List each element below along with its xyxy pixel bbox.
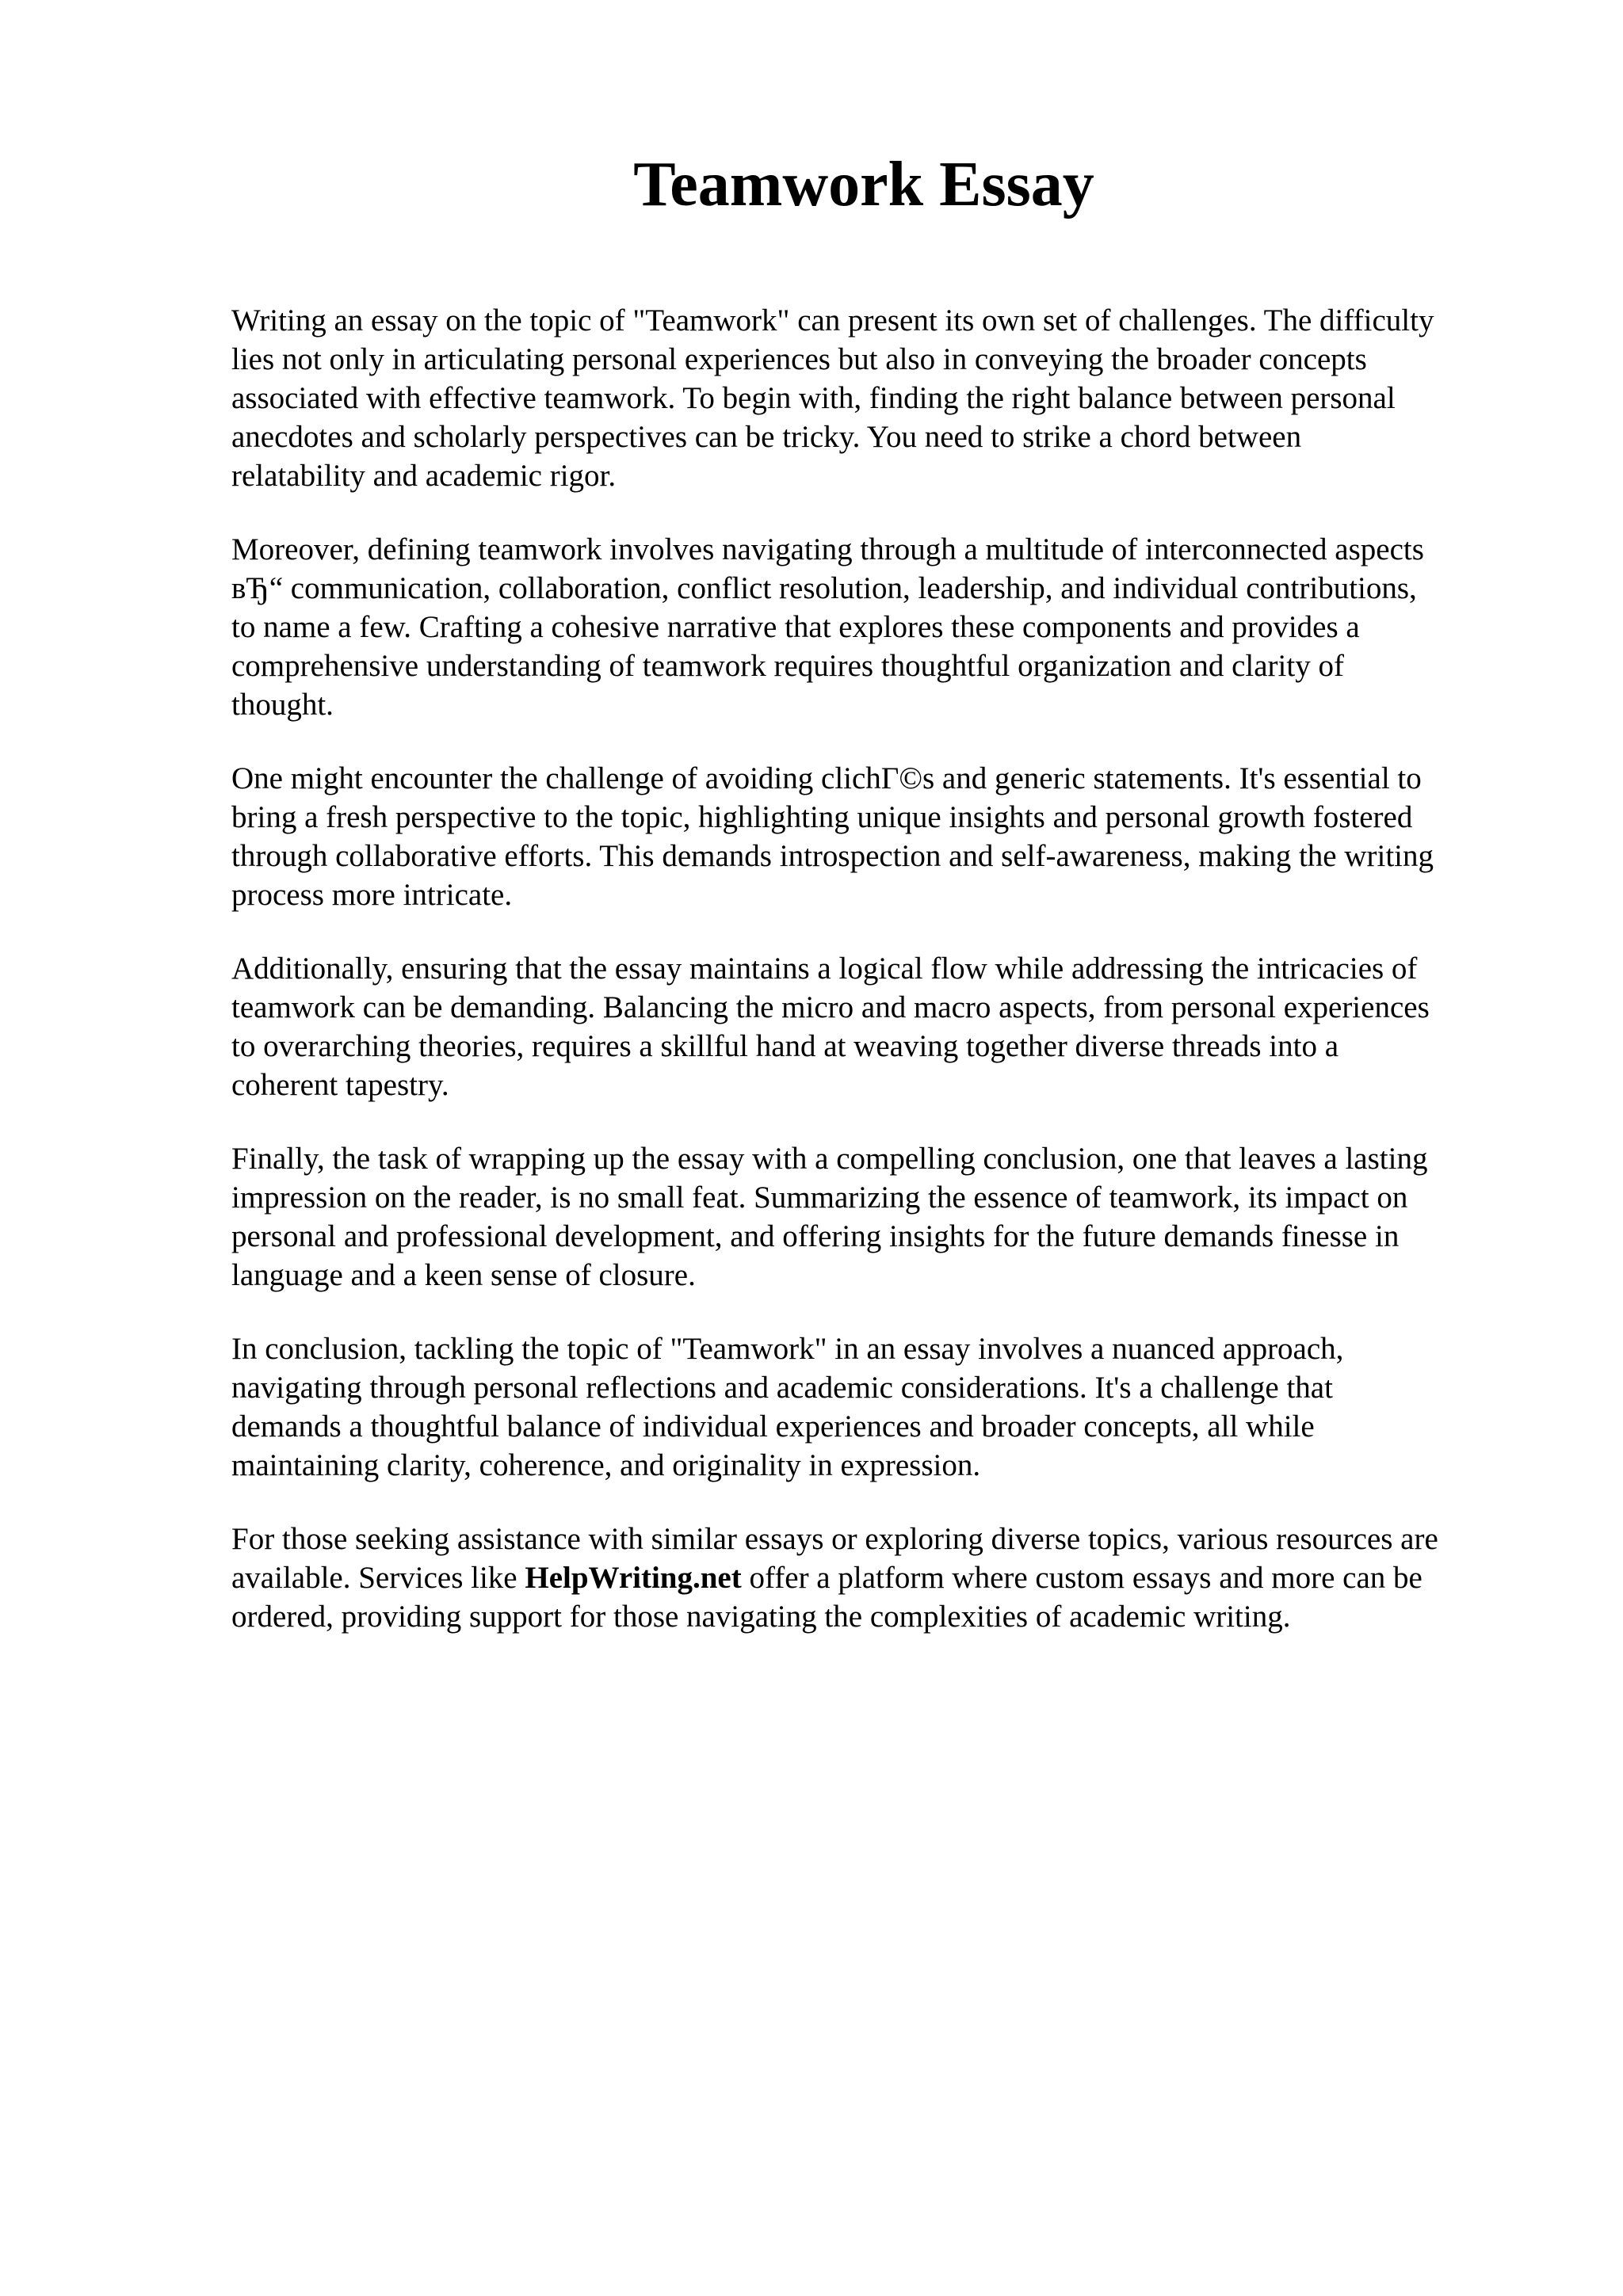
text-line: bring a fresh perspective to the topic, highlighting unique insights and personal growth fostered	[231, 800, 1413, 834]
paragraph-logical-flow	[231, 949, 1531, 1104]
text-line: Writing an essay on the topic of "Teamwork" can present its own set of challenges. The difficulty	[231, 303, 1434, 338]
brand-name: HelpWriting.net	[525, 1561, 742, 1595]
text-line: teamwork can be demanding. Balancing the micro and macro aspects, from personal experiences	[231, 990, 1430, 1024]
text-line: personal and professional development, and offering insights for the future demands finesse in	[231, 1219, 1400, 1253]
document-body	[231, 301, 1531, 1671]
text-line: comprehensive understanding of teamwork requires thoughtful organization and clarity of	[231, 649, 1344, 683]
text-fragment: available. Services like	[231, 1561, 525, 1595]
text-line: anecdotes and scholarly perspectives can be tricky. You need to strike a chord between	[231, 420, 1302, 454]
text-line: impression on the reader, is no small feat. Summarizing the essence of teamwork, its impact on	[231, 1180, 1408, 1215]
text-line: Additionally, ensuring that the essay maintains a logical flow while addressing the intricacies of	[231, 952, 1418, 986]
text-line: associated with effective teamwork. To begin with, finding the right balance between personal	[231, 381, 1396, 415]
paragraph-closing	[231, 1520, 1531, 1636]
text-line: coherent tapestry.	[231, 1068, 449, 1102]
text-line: navigating through personal reflections and academic considerations. It's a challenge that	[231, 1371, 1333, 1405]
paragraph-cliches	[231, 759, 1531, 914]
paragraph-in-conclusion	[231, 1329, 1531, 1485]
text-line: lies not only in articulating personal experiences but also in conveying the broader concepts	[231, 342, 1367, 376]
text-line: For those seeking assistance with similar essays or exploring diverse topics, various resources are	[231, 1522, 1438, 1556]
text-line: Finally, the task of wrapping up the essay with a compelling conclusion, one that leaves a lasting	[231, 1142, 1428, 1176]
text-line: demands a thoughtful balance of individual experiences and broader concepts, all while	[231, 1409, 1315, 1444]
document-title: Teamwork Essay	[633, 150, 1094, 219]
paragraph-intro	[231, 301, 1531, 495]
text-line: through collaborative efforts. This demands introspection and self-awareness, making the writing	[231, 839, 1434, 873]
paragraph-conclusion-task	[231, 1139, 1531, 1295]
text-line: thought.	[231, 688, 334, 722]
text-line: language and a keen sense of closure.	[231, 1258, 696, 1292]
text-line: Moreover, defining teamwork involves navigating through a multitude of interconnected aspects	[231, 532, 1424, 566]
text-line: process more intricate.	[231, 878, 513, 912]
text-line: to overarching theories, requires a skillful hand at weaving together diverse threads into a	[231, 1029, 1339, 1063]
text-line: вЂ“ communication, collaboration, conflict resolution, leadership, and individual contributions,	[231, 571, 1417, 605]
text-line: ordered, providing support for those navigating the complexities of academic writing.	[231, 1600, 1291, 1634]
paragraph-defining-teamwork	[231, 530, 1531, 724]
text-line: to name a few. Crafting a cohesive narrative that explores these components and provides a	[231, 610, 1360, 644]
text-line: One might encounter the challenge of avoiding clichГ©s and generic statements. It's essential to	[231, 761, 1422, 795]
text-line	[231, 1558, 1531, 1597]
text-line: In conclusion, tackling the topic of "Teamwork" in an essay involves a nuanced approach,	[231, 1332, 1344, 1366]
text-line: maintaining clarity, coherence, and originality in expression.	[231, 1448, 981, 1482]
text-line: relatability and academic rigor.	[231, 459, 617, 493]
text-fragment: offer a platform where custom essays and more can be	[741, 1561, 1423, 1595]
